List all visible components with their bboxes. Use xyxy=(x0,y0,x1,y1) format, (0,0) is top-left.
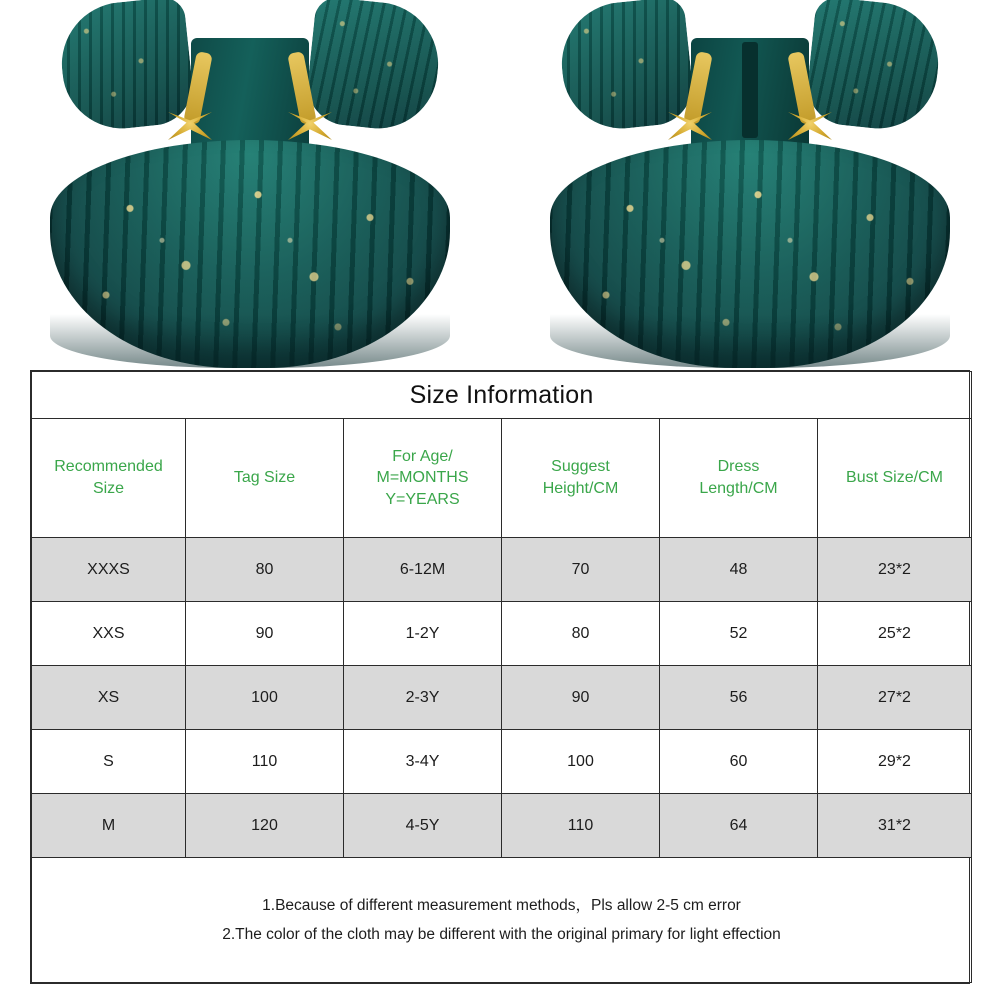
cell-suggest-height: 100 xyxy=(502,730,660,794)
note-line-1: 1.Because of different measurement methods，Pls allow 2-5 cm error xyxy=(262,896,741,914)
column-header-bust-size xyxy=(818,419,972,538)
cell-tag-size: 90 xyxy=(186,602,344,666)
column-header-tag-size xyxy=(186,419,344,538)
cell-dress-length: 56 xyxy=(660,666,818,730)
dress-front-illustration xyxy=(40,0,460,368)
size-table-notes xyxy=(32,858,972,983)
table-row xyxy=(32,666,972,730)
cell-dress-length: 64 xyxy=(660,794,818,858)
cell-suggest-height: 110 xyxy=(502,794,660,858)
column-header-for-age xyxy=(344,419,502,538)
cell-bust-size: 27*2 xyxy=(818,666,972,730)
note-line-2: 2.The color of the cloth may be different with the original primary for light effection xyxy=(222,926,781,943)
column-header-recommended-size xyxy=(32,419,186,538)
column-header-dress-length xyxy=(660,419,818,538)
size-table-title: Size Information xyxy=(32,372,972,419)
cell-tag-size: 110 xyxy=(186,730,344,794)
size-table-header-row xyxy=(32,419,972,538)
header-line: Bust Size/CM xyxy=(846,469,943,487)
product-photo-back xyxy=(500,0,1000,368)
sleeve-left xyxy=(56,0,196,134)
header-line: M=MONTHS xyxy=(376,469,469,487)
cell-recommended-size: XXS xyxy=(32,602,186,666)
header-line: For Age/ xyxy=(392,447,453,465)
header-line: Suggest xyxy=(551,458,610,476)
sleeve-left-back xyxy=(556,0,696,134)
sleeve-right xyxy=(304,0,444,134)
cell-dress-length: 48 xyxy=(660,538,818,602)
table-row xyxy=(32,538,972,602)
cell-tag-size: 80 xyxy=(186,538,344,602)
header-line: Y=YEARS xyxy=(385,490,460,508)
cell-suggest-height: 80 xyxy=(502,602,660,666)
cell-recommended-size: XS xyxy=(32,666,186,730)
cell-dress-length: 52 xyxy=(660,602,818,666)
skirt-back xyxy=(550,140,950,368)
header-line: Recommended xyxy=(54,458,163,476)
cell-bust-size: 23*2 xyxy=(818,538,972,602)
size-information-table xyxy=(30,370,970,984)
sleeve-right-back xyxy=(804,0,944,134)
cell-recommended-size: M xyxy=(32,794,186,858)
header-line: Tag Size xyxy=(233,469,296,487)
cell-tag-size: 100 xyxy=(186,666,344,730)
table-row xyxy=(32,794,972,858)
cell-for-age: 3-4Y xyxy=(344,730,502,794)
cell-for-age: 1-2Y xyxy=(344,602,502,666)
cell-suggest-height: 70 xyxy=(502,538,660,602)
cell-bust-size: 25*2 xyxy=(818,602,972,666)
header-line: Length/CM xyxy=(699,480,778,497)
cell-for-age: 2-3Y xyxy=(344,666,502,730)
column-header-suggest-height xyxy=(502,419,660,538)
cell-recommended-size: XXXS xyxy=(32,538,186,602)
table-row xyxy=(32,730,972,794)
skirt-front xyxy=(50,140,450,368)
cell-recommended-size: S xyxy=(32,730,186,794)
cell-tag-size: 120 xyxy=(186,794,344,858)
header-line: Height/CM xyxy=(542,480,619,497)
cell-for-age: 6-12M xyxy=(344,538,502,602)
header-line: Size xyxy=(92,480,125,497)
table-row xyxy=(32,602,972,666)
product-photo-front xyxy=(0,0,500,368)
cell-bust-size: 29*2 xyxy=(818,730,972,794)
product-photo-strip xyxy=(0,0,1000,368)
cell-dress-length: 60 xyxy=(660,730,818,794)
dress-back-illustration xyxy=(540,0,960,368)
cell-suggest-height: 90 xyxy=(502,666,660,730)
back-placket xyxy=(742,42,758,138)
cell-bust-size: 31*2 xyxy=(818,794,972,858)
cell-for-age: 4-5Y xyxy=(344,794,502,858)
header-line: Dress xyxy=(717,458,760,476)
